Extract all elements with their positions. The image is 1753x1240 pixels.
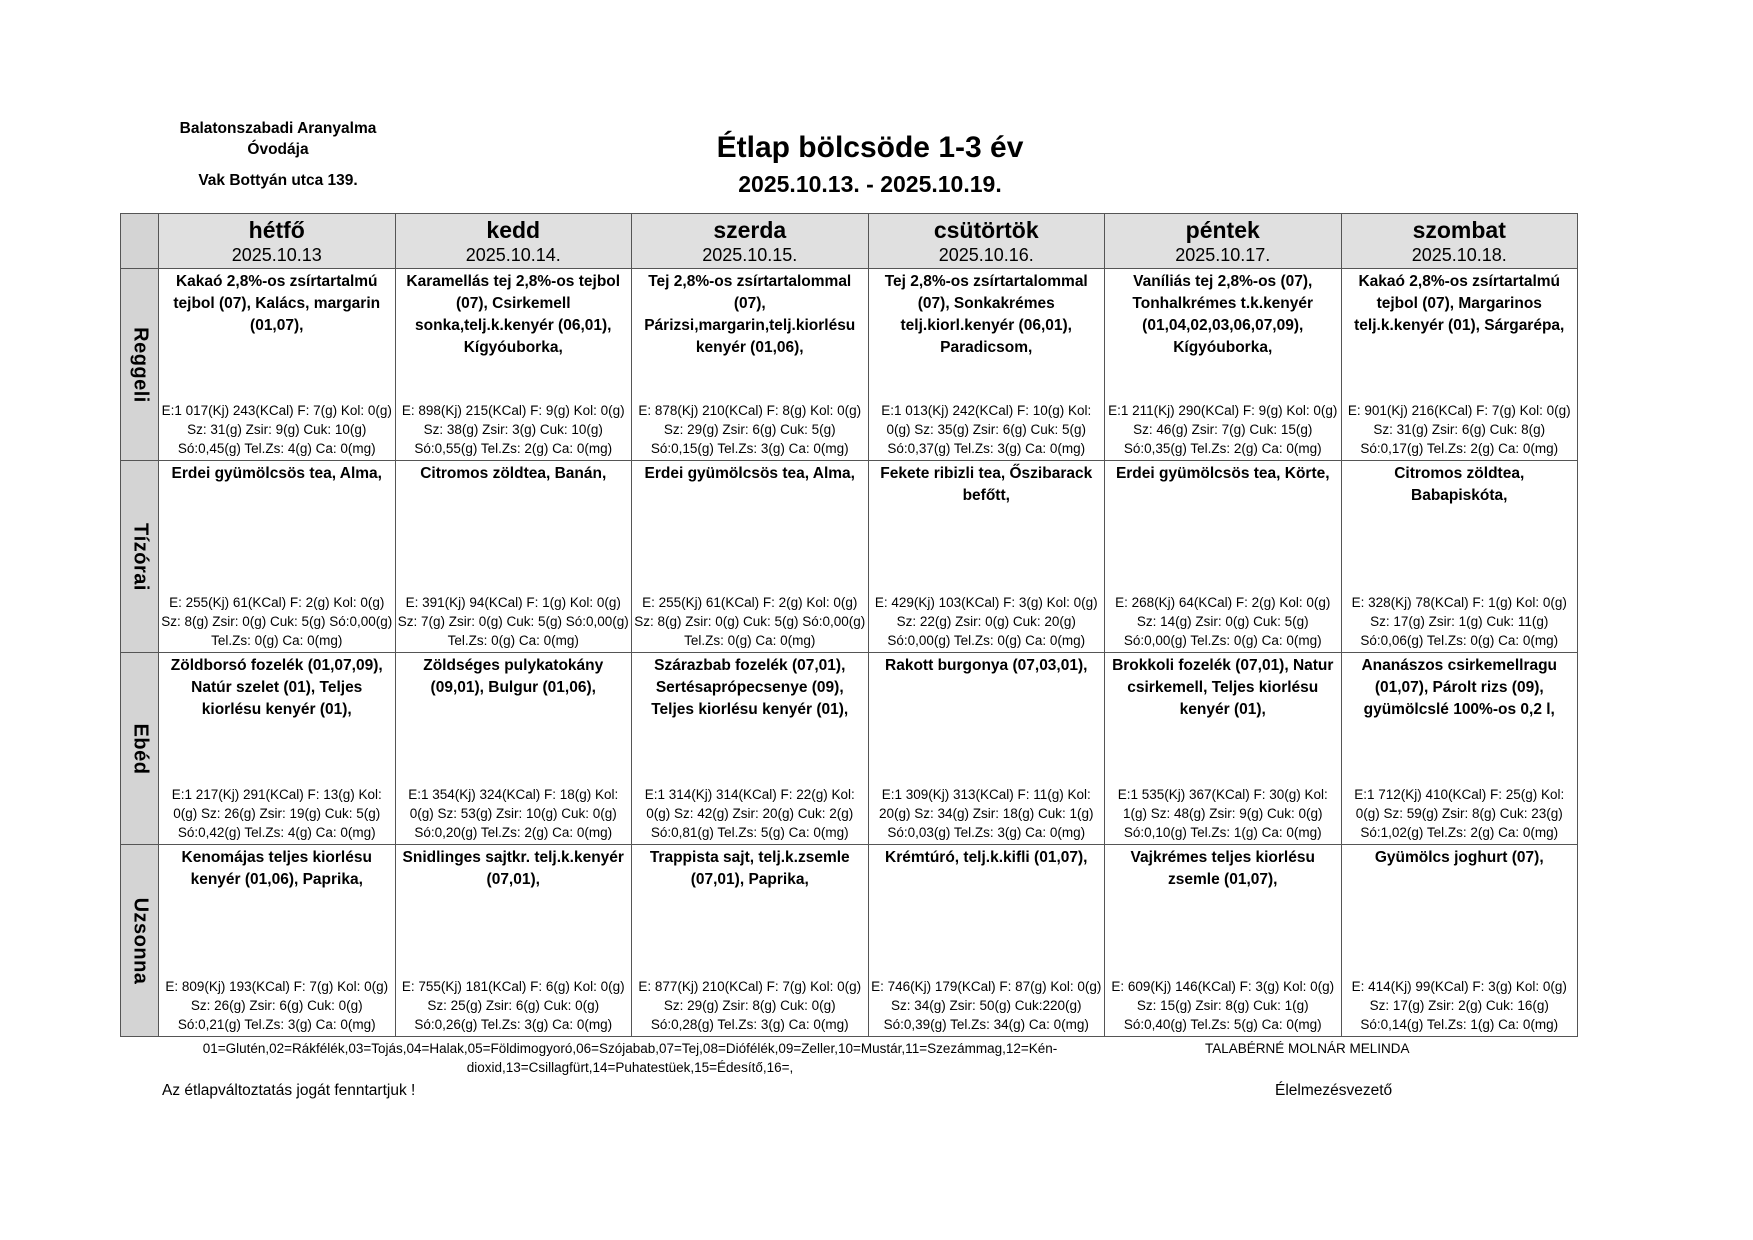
nutrition-text: E: 898(Kj) 215(KCal) F: 9(g) Kol: 0(g) Sz: 38(g) Zsir: 3(g) Cuk: 10(g) Só:0,55(g) Tel.Zs: 2(g) Ca: 0(mg) bbox=[401, 403, 625, 456]
dish-text: Kenomájas teljes kiorlésu kenyér (01,06), Paprika, bbox=[181, 849, 372, 888]
dish-text: Ananászos csirkemellragu (01,07), Párolt rizs (09), gyümölcslé 100%-os 0,2 l, bbox=[1361, 657, 1558, 718]
menu-cell bbox=[395, 653, 632, 845]
menu-cell bbox=[1105, 653, 1342, 845]
menu-cell bbox=[868, 653, 1105, 845]
dish-text: Kakaó 2,8%-os zsírtartalmú tejbol (07), Margarinos telj.k.kenyér (01), Sárgarépa, bbox=[1354, 273, 1565, 334]
menu-cell bbox=[868, 269, 1105, 461]
dish-text: Rakott burgonya (07,03,01), bbox=[885, 657, 1088, 674]
day-name: hétfő bbox=[248, 217, 305, 243]
meal-row-snack-morning bbox=[121, 461, 1578, 653]
signer-role: Élelmezésvezető bbox=[1275, 1082, 1393, 1099]
nutrition-text: E: 755(Kj) 181(KCal) F: 6(g) Kol: 0(g) Sz: 25(g) Zsir: 6(g) Cuk: 0(g) Só:0,26(g) Tel.Zs: 3(g) Ca: 0(mg) bbox=[401, 979, 625, 1032]
meal-label-cell bbox=[121, 653, 159, 845]
menu-cell bbox=[1341, 845, 1578, 1037]
menu-cell bbox=[159, 269, 396, 461]
dish-text: Erdei gyümölcsös tea, Körte, bbox=[1115, 465, 1330, 482]
nutrition-text: E: 878(Kj) 210(KCal) F: 8(g) Kol: 0(g) Sz: 29(g) Zsir: 6(g) Cuk: 5(g) Só:0,15(g) Tel.Zs: 3(g) Ca: 0(mg) bbox=[638, 403, 862, 456]
meal-label: Uzsonna bbox=[129, 897, 151, 984]
day-date: 2025.10.15. bbox=[702, 245, 798, 265]
dish-text: Vaníliás tej 2,8%-os (07), Tonhalkrémes t.k.kenyér (01,04,02,03,06,07,09), Kígyóuborka, bbox=[1132, 273, 1314, 356]
meal-row-lunch bbox=[121, 653, 1578, 845]
menu-cell bbox=[395, 461, 632, 653]
day-name: szerda bbox=[713, 217, 787, 243]
dish-text: Zöldborsó fozelék (01,07,09), Natúr szelet (01), Teljes kiorlésu kenyér (01), bbox=[170, 657, 383, 718]
date-range: 2025.10.13. - 2025.10.19. bbox=[738, 171, 1002, 197]
dish-text: Erdei gyümölcsös tea, Alma, bbox=[171, 465, 382, 482]
menu-cell bbox=[1341, 653, 1578, 845]
dish-text: Trappista sajt, telj.k.zsemle (07,01), Paprika, bbox=[649, 849, 850, 888]
menu-cell bbox=[159, 653, 396, 845]
page-title: Étlap bölcsöde 1-3 év bbox=[716, 131, 1024, 164]
day-header-3 bbox=[868, 214, 1105, 269]
day-header-0 bbox=[159, 214, 396, 269]
nutrition-text: E: 609(Kj) 146(KCal) F: 3(g) Kol: 0(g) Sz: 15(g) Zsir: 8(g) Cuk: 1(g) Só:0,40(g) Tel.Zs: 5(g) Ca: 0(mg) bbox=[1111, 979, 1335, 1032]
nutrition-text: E: 414(Kj) 99(KCal) F: 3(g) Kol: 0(g) Sz: 17(g) Zsir: 2(g) Cuk: 16(g) Só:0,14(g) Tel.Zs: 1(g) Ca: 0(mg) bbox=[1351, 979, 1567, 1032]
dish-text: Citromos zöldtea, Banán, bbox=[420, 465, 607, 482]
institution-name-line2: Óvodája bbox=[247, 141, 309, 158]
menu-table bbox=[120, 213, 1578, 1037]
day-name: péntek bbox=[1185, 217, 1260, 243]
menu-cell bbox=[1105, 845, 1342, 1037]
nutrition-text: E:1 217(Kj) 291(KCal) F: 13(g) Kol: 0(g) Sz: 26(g) Zsir: 19(g) Cuk: 5(g) Só:0,42(g) Tel.Zs: 4(g) Ca: 0(mg) bbox=[171, 787, 382, 840]
dish-text: Brokkoli fozelék (07,01), Natur csirkemell, Teljes kiorlésu kenyér (01), bbox=[1112, 657, 1334, 718]
change-notice: Az étlapváltoztatás jogát fenntartjuk ! bbox=[162, 1082, 416, 1099]
menu-cell bbox=[632, 461, 869, 653]
day-name: kedd bbox=[486, 217, 541, 243]
day-name: csütörtök bbox=[933, 217, 1039, 243]
nutrition-text: E: 255(Kj) 61(KCal) F: 2(g) Kol: 0(g) Sz: 8(g) Zsir: 0(g) Cuk: 5(g) Só:0,00(g) Tel.Zs: 0(g) Ca: 0(mg) bbox=[161, 595, 393, 648]
day-date: 2025.10.17. bbox=[1175, 245, 1271, 265]
day-header-4 bbox=[1105, 214, 1342, 269]
nutrition-text: E:1 013(Kj) 242(KCal) F: 10(g) Kol: 0(g) Sz: 35(g) Zsir: 6(g) Cuk: 5(g) Só:0,37(g) Tel.Zs: 3(g) Ca: 0(mg) bbox=[881, 403, 1092, 456]
day-date: 2025.10.18. bbox=[1411, 245, 1507, 265]
dish-text: Snidlinges sajtkr. telj.k.kenyér (07,01), bbox=[402, 849, 624, 888]
nutrition-text: E: 877(Kj) 210(KCal) F: 7(g) Kol: 0(g) Sz: 29(g) Zsir: 8(g) Cuk: 0(g) Só:0,28(g) Tel.Zs: 3(g) Ca: 0(mg) bbox=[638, 979, 862, 1032]
dish-text: Zöldséges pulykatokány (09,01), Bulgur (01,06), bbox=[423, 657, 604, 696]
meal-row-breakfast bbox=[121, 269, 1578, 461]
dish-text: Karamellás tej 2,8%-os tejbol (07), Csirkemell sonka,telj.k.kenyér (06,01), Kígyóuborka, bbox=[406, 273, 621, 356]
dish-text: Szárazbab fozelék (07,01), Sertésaprópecsenye (09), Teljes kiorlésu kenyér (01), bbox=[651, 657, 849, 718]
dish-text: Gyümölcs joghurt (07), bbox=[1374, 849, 1544, 866]
nutrition-text: E:1 017(Kj) 243(KCal) F: 7(g) Kol: 0(g) Sz: 31(g) Zsir: 9(g) Cuk: 10(g) Só:0,45(g) Tel.Zs: 4(g) Ca: 0(mg) bbox=[161, 403, 392, 456]
nutrition-text: E: 746(Kj) 179(KCal) F: 87(g) Kol: 0(g) Sz: 34(g) Zsir: 50(g) Cuk:220(g) Só:0,39(g) Tel.Zs: 34(g) Ca: 0(mg) bbox=[871, 979, 1102, 1032]
menu-cell bbox=[395, 845, 632, 1037]
nutrition-text: E: 391(Kj) 94(KCal) F: 1(g) Kol: 0(g) Sz: 7(g) Zsir: 0(g) Cuk: 5(g) Só:0,00(g) Tel.Zs: 0(g) Ca: 0(mg) bbox=[397, 595, 629, 648]
institution-address: Vak Bottyán utca 139. bbox=[198, 172, 358, 189]
menu-cell bbox=[868, 461, 1105, 653]
nutrition-text: E: 328(Kj) 78(KCal) F: 1(g) Kol: 0(g) Sz: 17(g) Zsir: 1(g) Cuk: 11(g) Só:0,06(g) Tel.Zs: 0(g) Ca: 0(mg) bbox=[1351, 595, 1567, 648]
day-header-row bbox=[121, 214, 1578, 269]
meal-row-snack-afternoon bbox=[121, 845, 1578, 1037]
dish-text: Kakaó 2,8%-os zsírtartalmú tejbol (07), Kalács, margarin (01,07), bbox=[173, 273, 381, 334]
nutrition-text: E:1 211(Kj) 290(KCal) F: 9(g) Kol: 0(g) Sz: 46(g) Zsir: 7(g) Cuk: 15(g) Só:0,35(g) Tel.Zs: 2(g) Ca: 0(mg) bbox=[1108, 403, 1338, 456]
institution-block bbox=[148, 118, 408, 191]
menu-cell bbox=[395, 269, 632, 461]
nutrition-text: E:1 354(Kj) 324(KCal) F: 18(g) Kol: 0(g) Sz: 53(g) Zsir: 10(g) Cuk: 0(g) Só:0,20(g) Tel.Zs: 2(g) Ca: 0(mg) bbox=[408, 787, 619, 840]
header-corner bbox=[121, 214, 159, 269]
nutrition-text: E: 255(Kj) 61(KCal) F: 2(g) Kol: 0(g) Sz: 8(g) Zsir: 0(g) Cuk: 5(g) Só:0,00(g) Tel.Zs: 0(g) Ca: 0(mg) bbox=[634, 595, 866, 648]
allergen-legend: 01=Glutén,02=Rákfélék,03=Tojás,04=Halak,05=Földimogyoró,06=Szójabab,07=Tej,08=Diófélék,09=Zeller,10=Mustár,11=Szezámmag,12=Kén-dioxid,13=Csillagfürt,14=Puhatestüek,15=Édesítő,16=, bbox=[202, 1041, 1058, 1075]
menu-cell bbox=[1341, 461, 1578, 653]
dish-text: Krémtúró, telj.k.kifli (01,07), bbox=[885, 849, 1088, 866]
dish-text: Vajkrémes teljes kiorlésu zsemle (01,07), bbox=[1130, 849, 1315, 888]
day-header-5 bbox=[1341, 214, 1578, 269]
meal-label: Reggeli bbox=[129, 326, 151, 403]
dish-text: Tej 2,8%-os zsírtartalommal (07), Párizsi,margarin,telj.kiorlésu kenyér (01,06), bbox=[644, 273, 856, 356]
nutrition-text: E: 809(Kj) 193(KCal) F: 7(g) Kol: 0(g) Sz: 26(g) Zsir: 6(g) Cuk: 0(g) Só:0,21(g) Tel.Zs: 3(g) Ca: 0(mg) bbox=[165, 979, 389, 1032]
dish-text: Citromos zöldtea, Babapiskóta, bbox=[1394, 465, 1525, 504]
dish-text: Tej 2,8%-os zsírtartalommal (07), Sonkakrémes telj.kiorl.kenyér (06,01), Paradicsom, bbox=[884, 273, 1088, 356]
meal-label-cell bbox=[121, 269, 159, 461]
day-header-1 bbox=[395, 214, 632, 269]
nutrition-text: E: 429(Kj) 103(KCal) F: 3(g) Kol: 0(g) Sz: 22(g) Zsir: 0(g) Cuk: 20(g) Só:0,00(g) Tel.Zs: 0(g) Ca: 0(mg) bbox=[874, 595, 1098, 648]
nutrition-text: E:1 314(Kj) 314(KCal) F: 22(g) Kol: 0(g) Sz: 42(g) Zsir: 20(g) Cuk: 2(g) Só:0,81(g) Tel.Zs: 5(g) Ca: 0(mg) bbox=[644, 787, 855, 840]
nutrition-text: E:1 712(Kj) 410(KCal) F: 25(g) Kol: 0(g) Sz: 59(g) Zsir: 8(g) Cuk: 23(g) Só:1,02(g) Tel.Zs: 2(g) Ca: 0(mg) bbox=[1354, 787, 1565, 840]
meal-label: Tízórai bbox=[129, 522, 151, 591]
day-header-2 bbox=[632, 214, 869, 269]
nutrition-text: E: 901(Kj) 216(KCal) F: 7(g) Kol: 0(g) Sz: 31(g) Zsir: 6(g) Cuk: 8(g) Só:0,17(g) Tel.Zs: 2(g) Ca: 0(mg) bbox=[1347, 403, 1571, 456]
day-date: 2025.10.14. bbox=[465, 245, 561, 265]
meal-label-cell bbox=[121, 461, 159, 653]
menu-cell bbox=[632, 269, 869, 461]
day-name: szombat bbox=[1412, 217, 1506, 243]
menu-cell bbox=[1341, 269, 1578, 461]
menu-cell bbox=[1105, 269, 1342, 461]
signer-name: TALABÉRNÉ MOLNÁR MELINDA bbox=[1205, 1041, 1410, 1056]
institution-name-line1: Balatonszabadi Aranyalma bbox=[179, 120, 377, 137]
day-date: 2025.10.13 bbox=[231, 245, 322, 265]
menu-cell bbox=[1105, 461, 1342, 653]
menu-cell bbox=[159, 845, 396, 1037]
dish-text: Erdei gyümölcsös tea, Alma, bbox=[644, 465, 855, 482]
menu-cell bbox=[632, 653, 869, 845]
nutrition-text: E:1 309(Kj) 313(KCal) F: 11(g) Kol: 20(g) Sz: 34(g) Zsir: 18(g) Cuk: 1(g) Só:0,03(g) Tel.Zs: 3(g) Ca: 0(mg) bbox=[878, 787, 1094, 840]
meal-label: Ebéd bbox=[129, 723, 151, 774]
meal-label-cell bbox=[121, 845, 159, 1037]
day-date: 2025.10.16. bbox=[938, 245, 1034, 265]
title-block bbox=[620, 130, 1120, 200]
dish-text: Fekete ribizli tea, Őszibarack befőtt, bbox=[880, 465, 1093, 504]
menu-cell bbox=[868, 845, 1105, 1037]
nutrition-text: E:1 535(Kj) 367(KCal) F: 30(g) Kol: 1(g) Sz: 48(g) Zsir: 9(g) Cuk: 0(g) Só:0,10(g) Tel.Zs: 1(g) Ca: 0(mg) bbox=[1117, 787, 1328, 840]
menu-cell bbox=[632, 845, 869, 1037]
nutrition-text: E: 268(Kj) 64(KCal) F: 2(g) Kol: 0(g) Sz: 14(g) Zsir: 0(g) Cuk: 5(g) Só:0,00(g) Tel.Zs: 0(g) Ca: 0(mg) bbox=[1115, 595, 1331, 648]
menu-cell bbox=[159, 461, 396, 653]
